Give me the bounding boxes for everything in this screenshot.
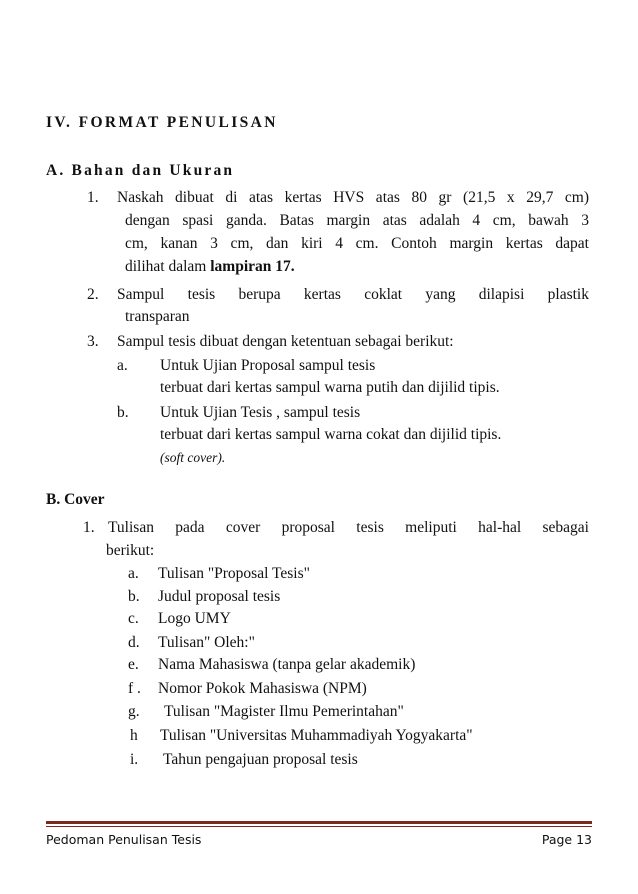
item-number: 1. xyxy=(83,519,95,536)
item-3-text: Sampul tesis dibuat dengan ketentuan sebagai berikut: xyxy=(117,333,454,350)
list-letter: i. xyxy=(130,751,139,768)
list-item: Tahun pengajuan proposal tesis xyxy=(163,751,358,768)
list-letter: f . xyxy=(128,680,141,697)
subitem-letter: b. xyxy=(117,404,129,421)
item-number: 3. xyxy=(87,333,99,350)
item-2-line-2: transparan xyxy=(125,308,190,325)
list-item: Logo UMY xyxy=(158,610,231,627)
item-1-line-4-text: dilihat dalam xyxy=(125,258,207,275)
list-item: Tulisan "Universitas Muhammadiyah Yogyakarta" xyxy=(160,727,473,744)
item-1-line-2: dengan spasi ganda. Batas margin atas adalah 4 cm, bawah 3 xyxy=(125,212,589,229)
footer-rule-thin xyxy=(46,826,592,827)
item-number: 1. xyxy=(87,189,99,206)
footer-rule-thick xyxy=(46,821,592,824)
section-title: IV. FORMAT PENULISAN xyxy=(46,114,278,131)
list-item: Tulisan" Oleh:" xyxy=(158,634,255,651)
cover-item-line-1: Tulisan pada cover proposal tesis meliputi hal-hal sebagai xyxy=(108,519,589,536)
list-item: Nama Mahasiswa (tanpa gelar akademik) xyxy=(158,656,416,673)
list-letter: b. xyxy=(128,588,140,605)
subsection-a-title: A. Bahan dan Ukuran xyxy=(46,162,235,179)
list-letter: a. xyxy=(128,565,139,582)
list-item: Judul proposal tesis xyxy=(158,588,281,605)
item-2-line-1: Sampul tesis berupa kertas coklat yang dilapisi plastik xyxy=(117,286,589,303)
lampiran-reference: lampiran 17. xyxy=(210,258,295,275)
subitem-a-line-2: terbuat dari kertas sampul warna putih dan dijilid tipis. xyxy=(160,379,500,396)
list-item: Nomor Pokok Mahasiswa (NPM) xyxy=(158,680,367,697)
list-letter: h xyxy=(130,727,138,744)
list-letter: g. xyxy=(128,703,140,720)
list-letter: c. xyxy=(128,610,139,627)
subitem-b-line-1: Untuk Ujian Tesis , sampul tesis xyxy=(160,404,361,421)
subitem-letter: a. xyxy=(117,357,128,374)
subitem-a-line-1: Untuk Ujian Proposal sampul tesis xyxy=(160,357,376,374)
subitem-b-line-2: terbuat dari kertas sampul warna cokat dan dijilid tipis. xyxy=(160,426,502,443)
list-letter: d. xyxy=(128,634,140,651)
item-1-line-3: cm, kanan 3 cm, dan kiri 4 cm. Contoh margin kertas dapat xyxy=(125,235,589,252)
soft-cover-note: (soft cover). xyxy=(160,450,226,465)
list-letter: e. xyxy=(128,656,139,673)
cover-item-line-2: berikut: xyxy=(106,542,155,559)
list-item: Tulisan "Magister Ilmu Pemerintahan" xyxy=(164,703,404,720)
footer-title: Pedoman Penulisan Tesis xyxy=(46,832,202,847)
page-number: Page 13 xyxy=(541,832,592,847)
item-1-line-1: Naskah dibuat di atas kertas HVS atas 80 gr (21,5 x 29,7 cm) xyxy=(117,189,589,206)
item-1-line-4 xyxy=(125,256,295,278)
item-number: 2. xyxy=(87,286,99,303)
list-item: Tulisan "Proposal Tesis" xyxy=(158,565,310,582)
subsection-b-title: B. Cover xyxy=(46,491,105,508)
